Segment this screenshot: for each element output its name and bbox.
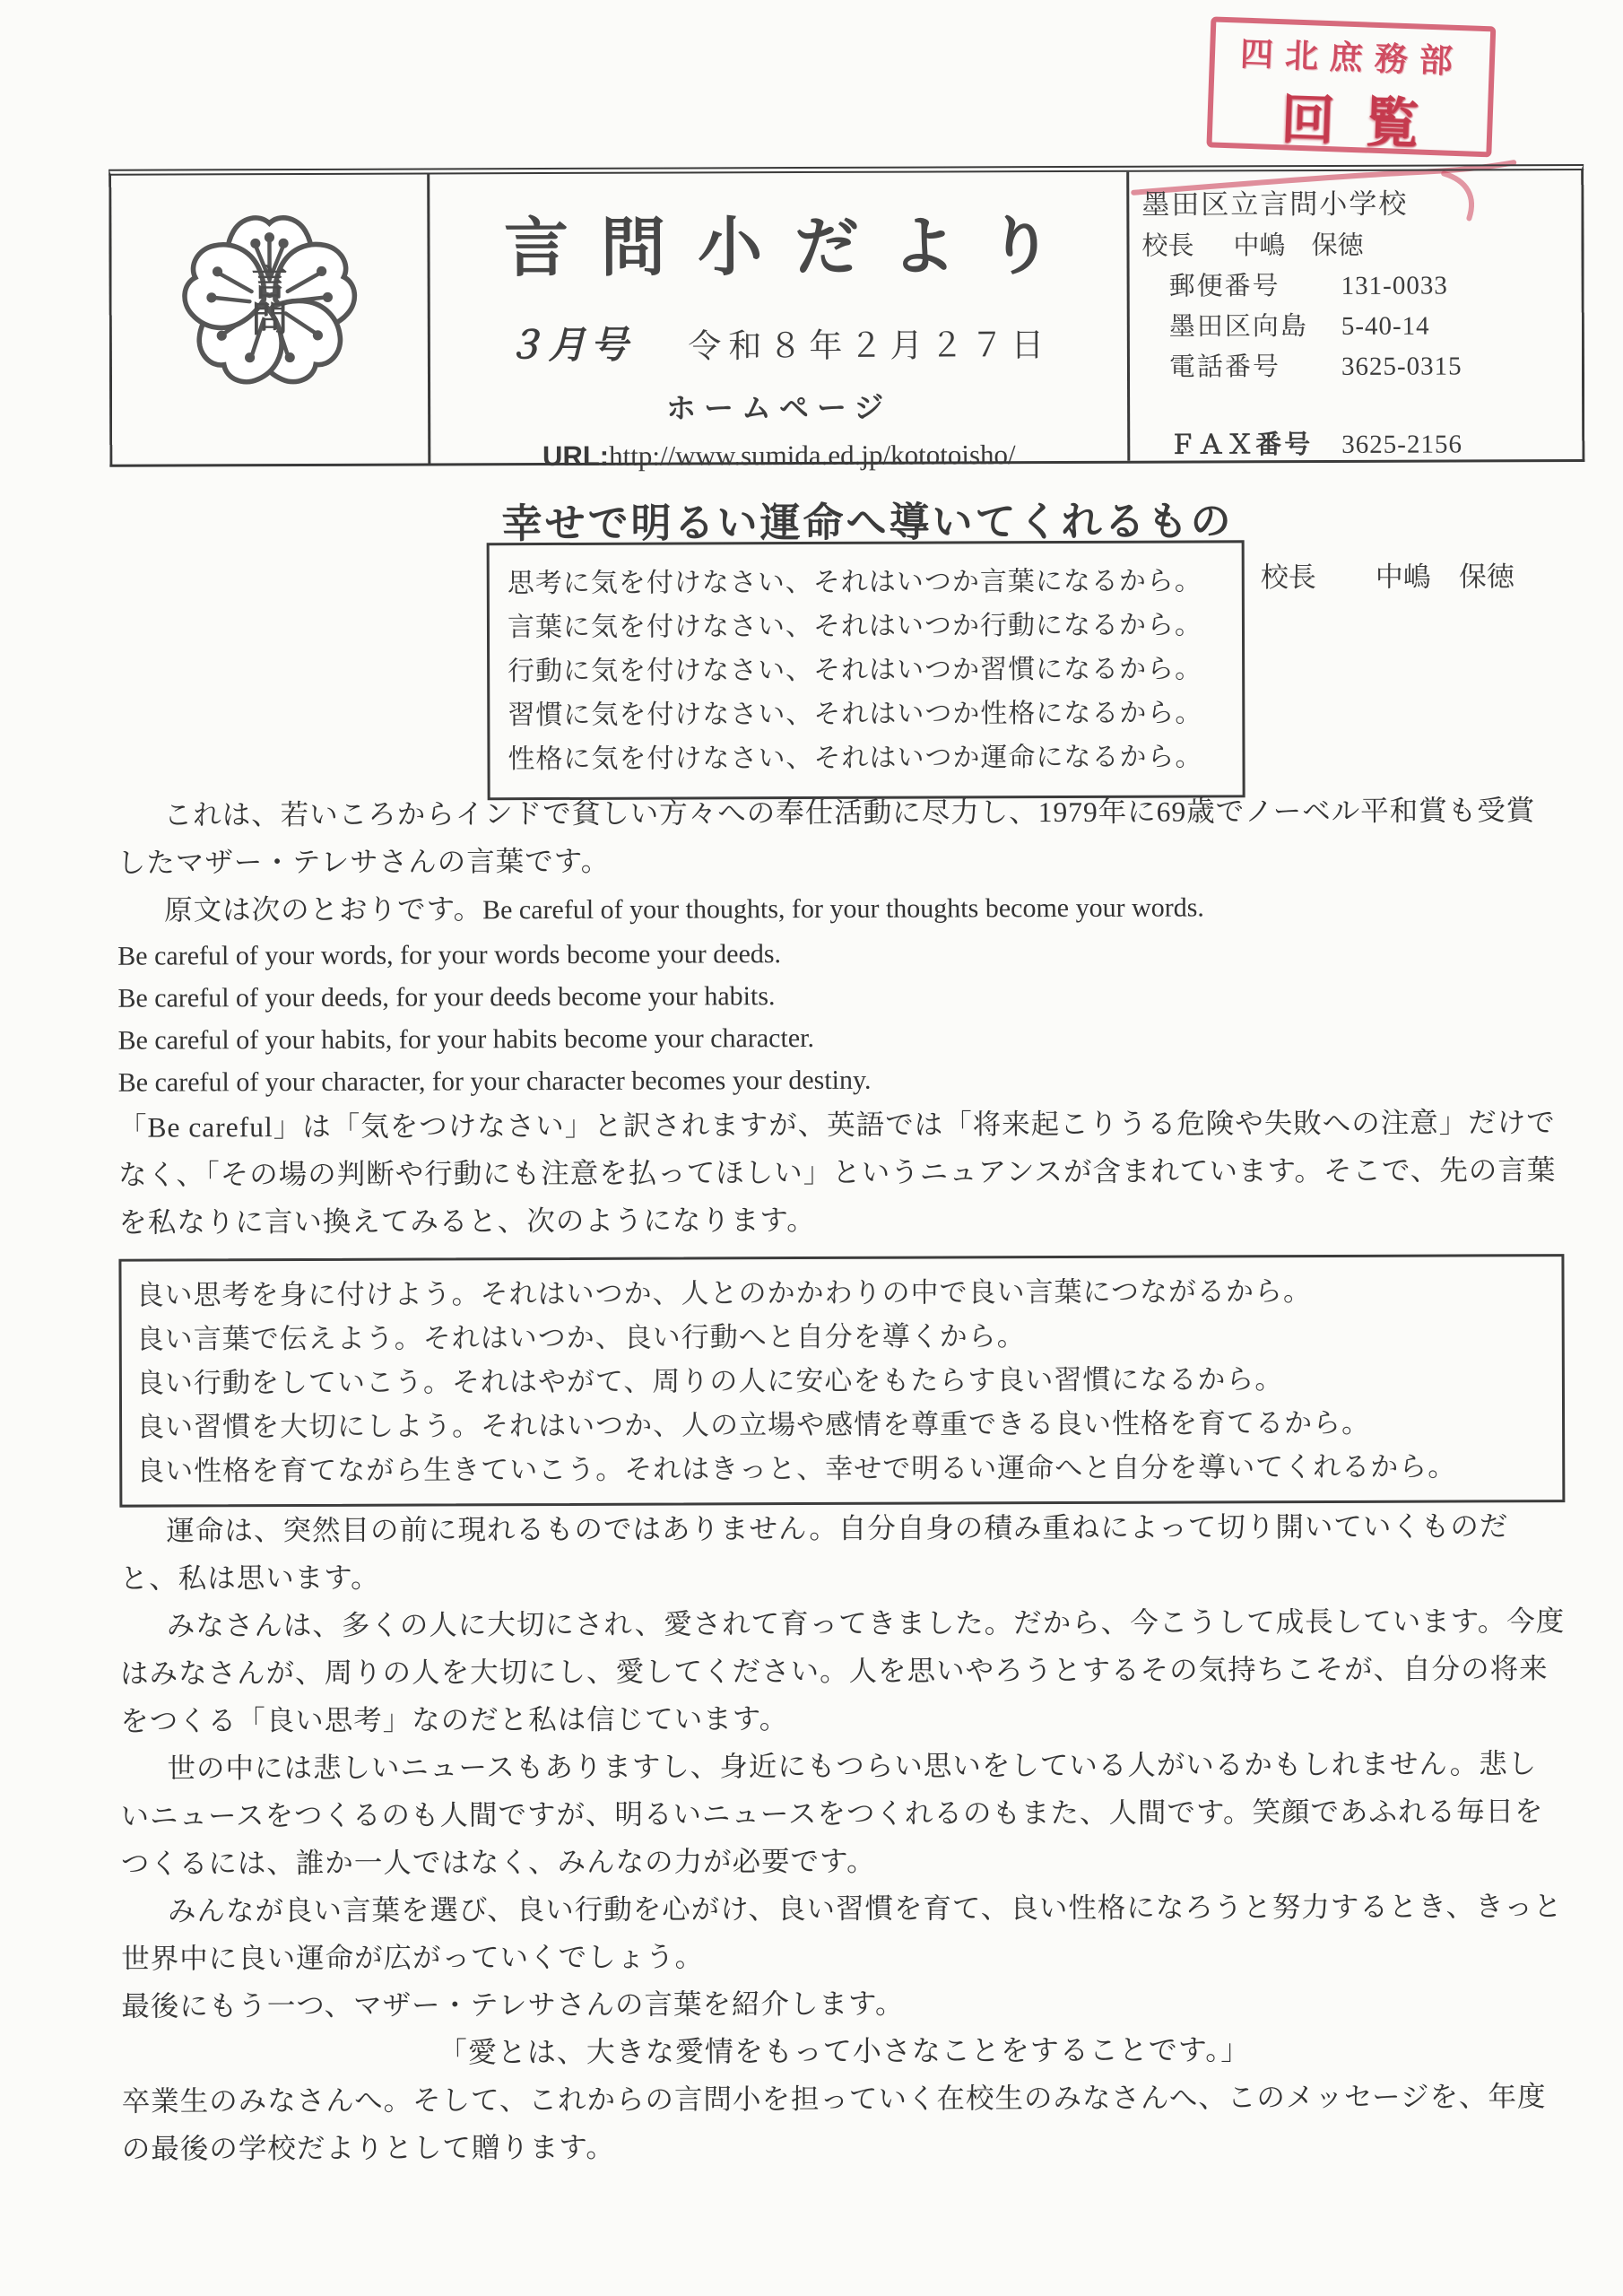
homepage-url: http://www.sumida.ed.jp/kototoisho/ <box>609 439 1016 472</box>
principal-line <box>1141 225 1581 267</box>
paragraph: 世の中には悲しいニュースもありますし、身近にもつらい思いをしている人がいるかもしれません。悲しいニュースをつくるのも人間ですが、明るいニュースをつくれるのもまた、人間です。笑顔であふれる毎日をつくるには、誰か一人ではなく、みんなの力が必要です。 <box>120 1748 1544 1880</box>
address-label: 墨田区向島 <box>1168 312 1308 342</box>
fax-row <box>1169 424 1582 466</box>
url-line <box>430 439 1127 474</box>
paragraph: みなさんは、多くの人に大切にされ、愛されて育ってきました。だから、今こうして成長しています。今度はみなさんが、周りの人を大切にし、愛してください。人を思いやろうとするその気持ちこそが、自分の将来をつくる「良い思考」なのだと私は信じています。 <box>119 1605 1566 1737</box>
postal-code-label: 郵便番号 <box>1168 272 1280 301</box>
english-quote-line: Be careful of your deeds, for your deeds become your habits. <box>117 981 776 1013</box>
paragraph: これは、若いころからインドで貧しい方々への奉仕活動に尽力し、1979年に69歳でノーベル平和賞も受賞したマザー・テレサさんの言葉です。 <box>117 795 1536 879</box>
article-byline <box>1261 553 1515 595</box>
principal-name: 中嶋 保徳 <box>1233 230 1364 261</box>
paragraph: みんなが良い言葉を選び、良い行動を心がけ、良い習慣を育て、良い性格になろうと努力するとき、きっと世界中に良い運命が広がっていくでしょう。 <box>121 1891 1563 1975</box>
school-name: 墨田区立言問小学校 <box>1141 187 1409 221</box>
english-quote-line: Be careful of your words, for your words become your deeds. <box>117 939 782 971</box>
paragraph: 運命は、突然目の前に現れるものではありません。自分自身の積み重ねによって切り開いていくものだと、私は思います。 <box>119 1510 1509 1595</box>
principal-label: 校長 <box>1141 231 1194 261</box>
fax-label: ＦＡＸ番号 <box>1169 430 1314 460</box>
fax-value: 3625-2156 <box>1341 430 1462 459</box>
newsletter-title: 言問小だより <box>503 210 1086 285</box>
logo-kanji-bottom: 問 <box>251 299 288 340</box>
school-contact-rows <box>1169 265 1583 466</box>
masthead-title-cell <box>430 172 1130 473</box>
byline-name: 中嶋 保徳 <box>1375 561 1515 593</box>
closing-paragraph: 卒業生のみなさんへ。そして、これからの言問小を担っていく在校生のみなさんへ、このメッセージを、年度の最後の学校だよりとして贈ります。 <box>121 2081 1547 2165</box>
maxim-line: 良い行動をしていこう。それはやがて、周りの人に安心をもたらす良い習慣になるから。 <box>135 1363 1284 1399</box>
stamp-department-text: 四北庶務部 <box>1239 36 1465 82</box>
logo-kanji-top: 言 <box>251 263 288 304</box>
school-emblem-logo <box>169 189 370 414</box>
maxim-line: 習慣に気を付けなさい、それはいつか性格になるから。 <box>508 698 1203 731</box>
homepage-label: ホームページ <box>665 390 892 425</box>
postal-code-value: 131-0033 <box>1341 271 1448 300</box>
maxim-line: 良い習慣を大切にしよう。それはいつか、人の立場や感情を尊重できる良い性格を育てるから。 <box>136 1406 1371 1443</box>
paragraph: 「Be careful」は「気をつけなさい」と訳されますが、英語では「将来起こりうる危険や失敗への注意」だけでなく、「その場の判断や行動にも注意を払ってほしい」というニュアンスが含まれています。そこで、先の言葉を私なりに言い換えてみると、次のようになります。 <box>117 1107 1557 1239</box>
issue-date: 令和８年２月２７日 <box>688 326 1052 365</box>
phone-value: 3625-0315 <box>1341 352 1462 381</box>
postal-code-row <box>1169 265 1582 308</box>
maxim-line: 良い言葉で伝えよう。それはいつか、良い行動へと自分を導くから。 <box>135 1320 1026 1355</box>
phone-row <box>1169 346 1582 388</box>
phone-label: 電話番号 <box>1168 352 1281 382</box>
stamp-kairan-text: 回覧 <box>1280 90 1451 155</box>
maxim-box-rephrased <box>118 1254 1565 1508</box>
paragraph <box>117 882 1563 935</box>
address-row <box>1169 306 1582 348</box>
english-quote-line: Be careful of your thoughts, for your thoughts become your words. <box>482 892 1204 926</box>
original-text-intro: 原文は次のとおりです。 <box>164 893 483 926</box>
byline-label: 校長 <box>1260 561 1316 594</box>
maxim-line: 良い思考を身に付けよう。それはいつか、人とのかかわりの中で良い言葉につながるから。 <box>135 1275 1313 1311</box>
circulation-stamp <box>1206 16 1496 157</box>
issue-number: ３月号 <box>506 323 633 367</box>
maxim-box-original <box>487 540 1245 800</box>
article-title: 幸せで明るい運命へ導いてくれるもの <box>501 498 1234 547</box>
maxim-line: 良い性格を育てながら生きていこう。それはきっと、幸せで明るい運命へと自分を導いてくれるから。 <box>136 1450 1457 1487</box>
school-info <box>1129 170 1582 461</box>
english-quote-line: Be careful of your habits, for your habits become your character. <box>117 1022 815 1056</box>
mother-teresa-quote: 「愛とは、大きな愛情をもって小さなことをすることです。」 <box>438 2033 1251 2069</box>
maxim-line: 思考に気を付けなさい、それはいつか言葉になるから。 <box>507 566 1202 599</box>
maxim-line: 性格に気を付けなさい、それはいつか運命になるから。 <box>508 742 1203 775</box>
english-quote-line: Be careful of your character, for your character becomes your destiny. <box>117 1065 872 1098</box>
issue-line <box>430 314 1127 370</box>
url-label: URL: <box>542 439 610 473</box>
article-body <box>117 787 1567 2173</box>
logo-cell <box>111 174 430 464</box>
paragraph: 最後にもう一つ、マザー・テレサさんの言葉を紹介します。 <box>121 1987 905 2022</box>
masthead <box>108 164 1584 473</box>
maxim-line: 行動に気を付けなさい、それはいつか習慣になるから。 <box>508 654 1203 687</box>
maxim-line: 言葉に気を付けなさい、それはいつか行動になるから。 <box>507 610 1203 643</box>
address-value: 5-40-14 <box>1341 311 1430 341</box>
